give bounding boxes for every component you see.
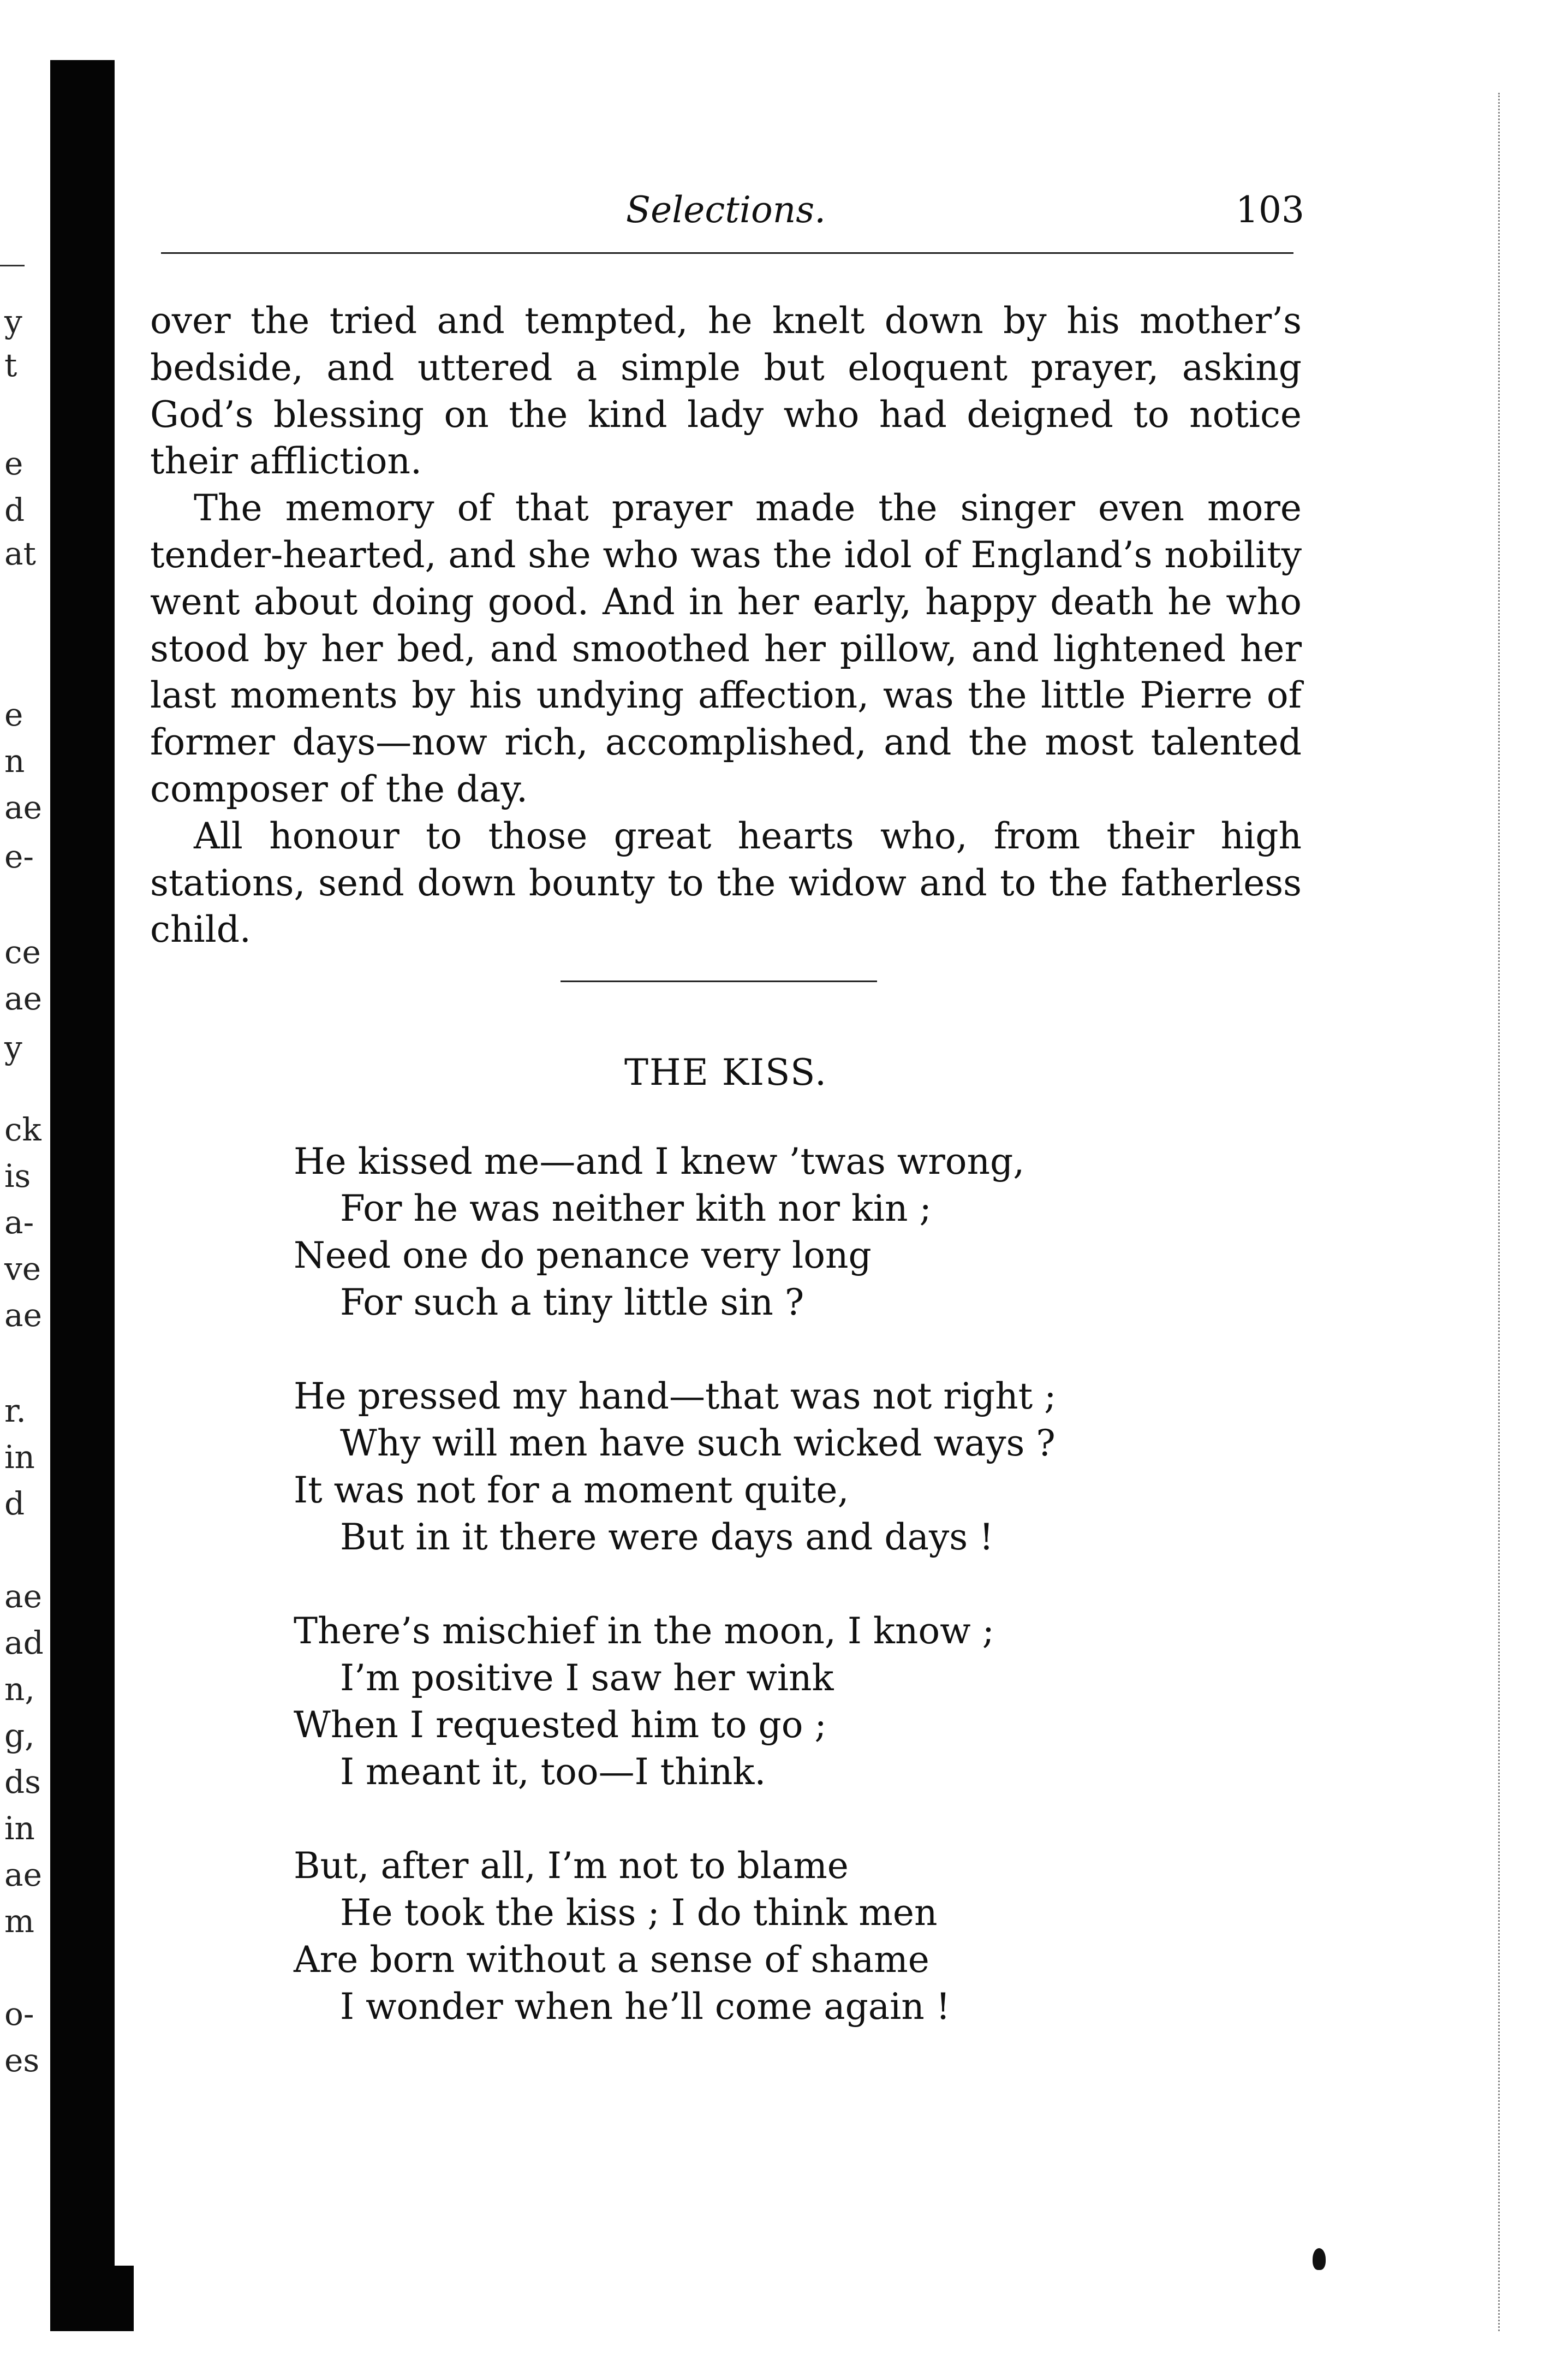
running-title: Selections. xyxy=(625,189,826,231)
poem-stanza xyxy=(294,1608,1276,1796)
facing-page-fragment: y xyxy=(4,1029,22,1066)
facing-page-fragment: ce xyxy=(4,934,41,971)
facing-page-fragment: ae xyxy=(4,1578,42,1615)
facing-page-fragment: d xyxy=(4,1485,25,1522)
facing-page-fragment: ae xyxy=(4,1856,42,1893)
running-head xyxy=(150,186,1302,235)
facing-page-fragment: t xyxy=(4,347,17,384)
facing-page-fragment: e- xyxy=(4,838,34,875)
facing-page-edge xyxy=(0,0,49,2365)
facing-page-fragment: ae xyxy=(4,789,42,826)
facing-page-fragment: o- xyxy=(4,1995,34,2033)
facing-page-fragment: d xyxy=(4,491,25,528)
prose-paragraph: The memory of that prayer made the singer even more tender-hearted, and she who was the idol of England’s nobility went about doing good. And in her early, happy death he who stood by her bed, and smoothed her pillow, and lightened her last moments by his undying affection, was the little Pierre of former days—now rich, accomplished, and the most talented composer of the day. xyxy=(150,487,1302,810)
facing-page-fragment: ck xyxy=(4,1111,41,1148)
facing-page-fragment: n, xyxy=(4,1671,35,1708)
prose-body xyxy=(150,298,1302,953)
poem-line: Why will men have such wicked ways ? xyxy=(340,1422,1056,1464)
facing-page-fragment: ds xyxy=(4,1763,41,1801)
facing-page-fragment: e xyxy=(4,696,23,733)
poem-line: When I requested him to go ; xyxy=(294,1704,827,1746)
poem-line: He kissed me—and I knew ’twas wrong, xyxy=(294,1140,1025,1182)
binding-gutter-shadow xyxy=(50,60,115,2331)
poem-line: But, after all, I’m not to blame xyxy=(294,1845,849,1887)
facing-page-fragment: n xyxy=(4,742,25,780)
poem-line: Are born without a sense of shame xyxy=(294,1939,929,1981)
prose-paragraph: over the tried and tempted, he knelt down by his mother’s bedside, and uttered a simple but eloquent prayer, asking God’s blessing on the kind lady who had deigned to notice their affliction. xyxy=(150,300,1302,483)
facing-page-fragment: at xyxy=(4,535,36,572)
ink-blot-mark xyxy=(1313,2248,1326,2270)
poem-stanza xyxy=(294,1843,1276,2030)
facing-page-fragment: e xyxy=(4,445,23,482)
poem-stanza xyxy=(294,1373,1276,1561)
facing-page-fragment: es xyxy=(4,2042,40,2079)
facing-page-fragment: r. xyxy=(4,1392,26,1429)
poem-line: Need one do penance very long xyxy=(294,1234,872,1276)
poem-line: I’m positive I saw her wink xyxy=(340,1657,834,1699)
poem-line: He pressed my hand—that was not right ; xyxy=(294,1375,1057,1417)
facing-page-fragment: in xyxy=(4,1439,35,1476)
page-edge-specks xyxy=(1498,93,1504,2331)
poem-line: I wonder when he’ll come again ! xyxy=(340,1986,951,2028)
facing-page-fragment: is xyxy=(4,1157,31,1195)
facing-page-fragment: ve xyxy=(4,1250,41,1287)
facing-page-fragment: a- xyxy=(4,1204,34,1241)
facing-page-fragment: ae xyxy=(4,1297,42,1334)
poem-line: There’s mischief in the moon, I know ; xyxy=(294,1610,994,1652)
header-rule xyxy=(161,252,1293,254)
facing-page-fragment: ae xyxy=(4,980,42,1017)
poem-line: But in it there were days and days ! xyxy=(340,1516,994,1558)
binding-gutter-shadow-bottom xyxy=(82,2266,134,2331)
poem-line: For he was neither kith nor kin ; xyxy=(340,1187,932,1229)
facing-page-fragment: in xyxy=(4,1810,35,1847)
poem-body xyxy=(294,1138,1276,2077)
book-page xyxy=(150,0,1302,2365)
facing-page-fragment: m xyxy=(4,1903,34,1940)
facing-page-fragment: y xyxy=(4,303,22,340)
poem-line: It was not for a moment quite, xyxy=(294,1469,849,1511)
section-divider xyxy=(561,981,877,982)
page-number: 103 xyxy=(1236,189,1304,231)
facing-page-fragment: ad xyxy=(4,1624,44,1661)
facing-page-fragment: g, xyxy=(4,1717,35,1754)
poem-line: I meant it, too—I think. xyxy=(340,1751,766,1793)
facing-page-rule xyxy=(0,265,25,266)
prose-paragraph: All honour to those great hearts who, from their high stations, send down bounty to the widow and to the fatherless child. xyxy=(150,815,1302,951)
poem-stanza xyxy=(294,1138,1276,1326)
poem-title: THE KISS. xyxy=(624,1051,827,1094)
poem-line: He took the kiss ; I do think men xyxy=(340,1892,938,1934)
poem-line: For such a tiny little sin ? xyxy=(340,1281,804,1323)
